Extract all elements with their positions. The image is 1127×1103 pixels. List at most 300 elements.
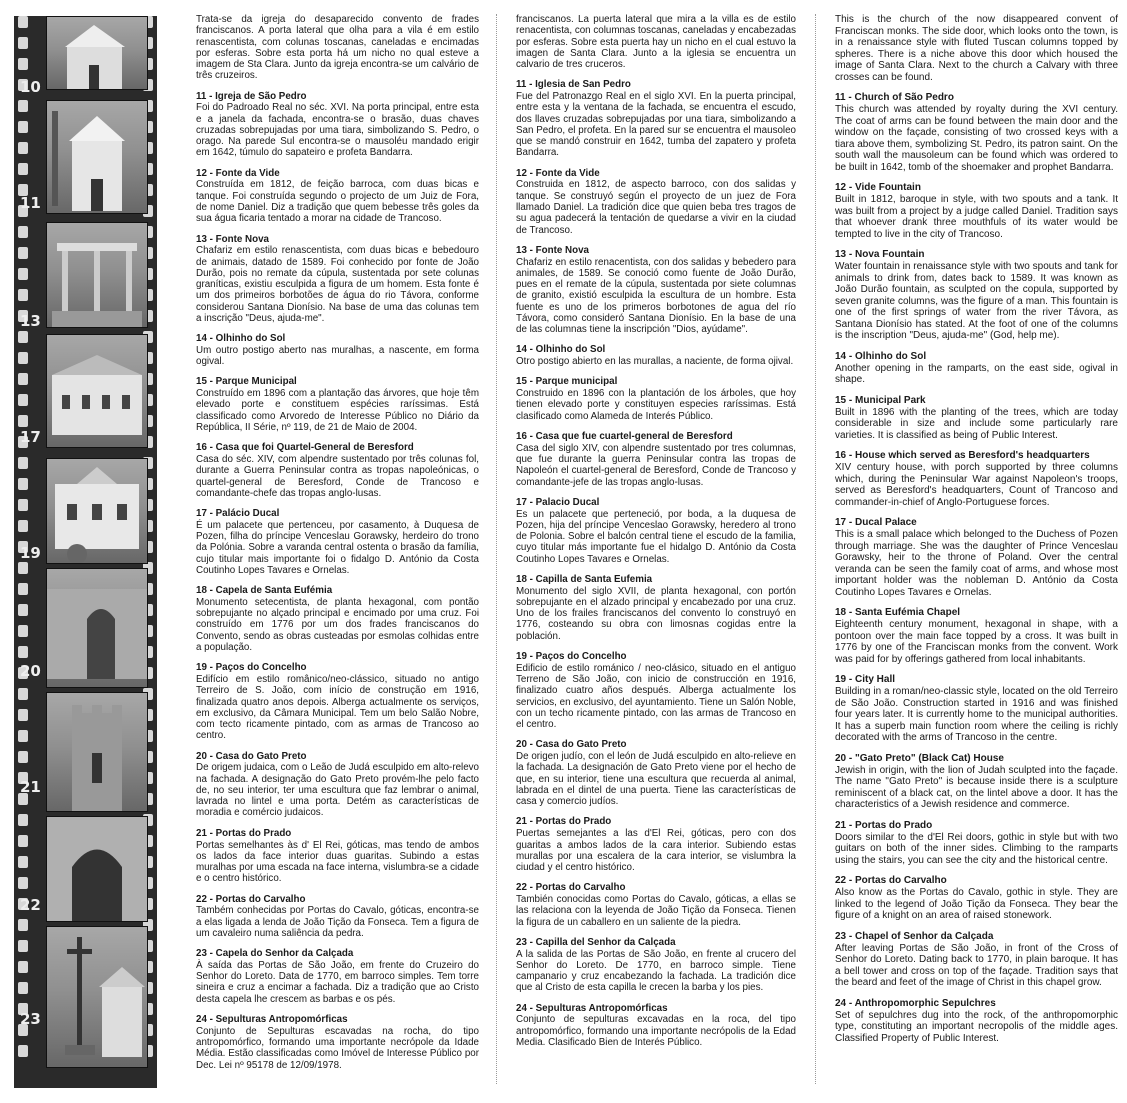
entry-number: 21	[516, 816, 527, 828]
entry-15	[516, 376, 796, 422]
entry-body: Chafariz en estilo renacentista, con dos salidas y bebedero para animales, de 1589. Se conoció como fuente de João Durão, pues en el remate de la cúpula, sustentada por siete columnas de granito, existió esculpida la escultura de un hombre. Esta fuente es uno de los primeros borbotones de agua del río Távora, como consideró Santana Dionísio. En la base de una de las columnas tiene la inscripción "Dios, ayúdame".	[516, 256, 796, 336]
entry-heading	[835, 517, 1118, 529]
entry-separator: -	[526, 936, 536, 948]
film-perforation	[18, 646, 28, 658]
entry-body: Monumento setecentista, de planta hexagonal, com pontão sobrepujante no alçado principal e encimado por uma cruz. Foi construído em 1776 por um dos frades franciscanos do Convento, sendo as obras custeadas por esmolas colhidas entre a população.	[196, 596, 479, 654]
film-strip	[14, 16, 157, 1088]
entry-number: 16	[516, 431, 527, 442]
entry-title: Igreja de São Pedro	[215, 90, 307, 102]
entry-separator: -	[846, 394, 856, 406]
film-perforation	[18, 709, 28, 721]
entry-title: Church of São Pedro	[854, 92, 954, 103]
film-perforation	[18, 919, 28, 931]
film-perforation	[18, 352, 28, 364]
film-perforation	[18, 394, 28, 406]
entry-separator: -	[206, 662, 216, 674]
film-perforation	[18, 268, 28, 280]
entry-17	[516, 497, 796, 565]
entry-22	[835, 875, 1118, 922]
entry-13	[835, 249, 1118, 342]
entry-body: De origen judío, con el león de Judá esculpido en alto-relieve en la fachada. La designación de Gato Preto viene por el hecho de que, en su interior, tiene una escultura que recuerda al animal, labrada en el dintel de una puerta. Tiene las características de casa y comercio judíos.	[516, 751, 796, 808]
entry-title: Nova Fountain	[855, 249, 925, 260]
entry-number: 24	[835, 997, 847, 1009]
entry-body: Construída em 1812, de feição barroca, com duas bicas e tanque. Foi construída segundo o projecto de um Juiz de Fora, de nome Daniel. Diz a tradição que quem bebesse três goles da sua água ficaria tentado a morar na cidade de Trancoso.	[196, 179, 479, 225]
entry-number: 21	[196, 827, 207, 839]
entry-heading	[196, 376, 479, 388]
photo-frame	[46, 692, 148, 812]
entry-title: Paços do Concelho	[535, 651, 627, 663]
entry-18	[835, 607, 1118, 665]
entry-separator: -	[846, 249, 856, 260]
entry-heading	[516, 574, 796, 586]
entry-separator: -	[526, 244, 536, 256]
film-perforation	[18, 751, 28, 763]
entry-21	[835, 820, 1118, 867]
entry-title: Palacio Ducal	[535, 496, 600, 508]
entry-body: Construida en 1812, de aspecto barroco, con dos salidas y tanque. Se construyó según el proyecto de un juez de Fora llamado Daniel. La tradición dice que quien beba tres tragos de su agua padecerá la tentación de quedarse a vivir en la ciudad de Trancoso.	[516, 179, 796, 236]
photo-frame	[46, 458, 148, 564]
entry-number: 19	[516, 651, 527, 663]
entry-number: 22	[516, 882, 527, 894]
entry-heading	[196, 751, 479, 763]
entry-separator: -	[206, 233, 216, 245]
entry-number: 16	[196, 442, 207, 454]
entry-number: 20	[835, 752, 847, 764]
entry-heading	[835, 820, 1118, 832]
entry-16	[516, 431, 796, 488]
entry-number: 17	[196, 508, 207, 520]
frame-number: 13	[20, 312, 41, 330]
entry-body: Monumento del siglo XVII, de planta hexagonal, con portón sobrepujante en el alzado principal y encabezado por una cruz. Uno de los frailes franciscanos del convento lo construyó en 1776, costeando su obra con limosnas cogidas entre la población.	[516, 585, 796, 642]
entry-separator: -	[206, 1013, 216, 1025]
entry-separator: -	[845, 92, 855, 103]
entry-separator: -	[846, 182, 856, 193]
frame-number: 22	[20, 896, 41, 914]
film-perforation	[18, 499, 28, 511]
entry-separator: -	[846, 819, 856, 831]
entry-number: 11	[516, 79, 527, 91]
entry-title: Santa Eufémia Chapel	[855, 607, 961, 618]
frame-number: 11	[20, 194, 41, 212]
entry-separator: -	[206, 508, 216, 520]
entry-body: Jewish in origin, with the lion of Judah sculpted into the façade. The name "Gato Preto" is because inside there is a sculpture reminiscent of a black cat, on the lintel above a door. It has the characteristics of a Jewish residence and commerce.	[835, 764, 1118, 810]
entry-heading	[835, 753, 1118, 765]
entry-title: Fonte da Vide	[215, 167, 280, 179]
entry-separator: -	[846, 752, 856, 764]
photo-frame	[46, 16, 148, 90]
photo-frame	[46, 568, 148, 688]
entry-heading	[196, 442, 479, 454]
entry-heading	[196, 234, 479, 246]
entry-separator: -	[206, 333, 216, 345]
film-perforation	[18, 940, 28, 952]
entry-body: Built in 1896 with the planting of the trees, which are today considerable in size and include some particularly rare varieties. It is classified as being of Public Interest.	[835, 406, 1118, 441]
entry-title: "Gato Preto" (Black Cat) House	[855, 752, 1004, 764]
entry-number: 14	[835, 350, 847, 362]
entry-body: XIV century house, with porch supported by three columns which, during the Peninsular War against Napoleon's troops, served as Beresford's headquarters, Count of Trancoso and commander-in-chief of Anglo-Portuguese forces.	[835, 462, 1118, 508]
entry-heading	[516, 882, 796, 894]
entry-12	[196, 168, 479, 225]
entry-23	[516, 937, 796, 994]
entry-title: Parque municipal	[535, 376, 618, 388]
entry-number: 23	[196, 948, 207, 960]
photo-frame	[46, 334, 148, 448]
entry-number: 24	[196, 1013, 207, 1025]
film-perforation	[18, 583, 28, 595]
entry-22	[196, 894, 479, 940]
entry-17	[835, 517, 1118, 598]
film-perforation	[18, 331, 28, 343]
entry-separator: -	[846, 875, 856, 886]
entry-number: 22	[196, 893, 207, 905]
entry-heading	[835, 182, 1118, 194]
entry-title: Municipal Park	[855, 394, 926, 406]
film-perforation	[18, 58, 28, 70]
entry-title: Capela do Senhor da Calçada	[215, 948, 354, 960]
film-perforation	[18, 688, 28, 700]
entry-heading	[516, 739, 796, 751]
entry-heading	[835, 607, 1118, 619]
entry-number: 20	[196, 750, 207, 762]
entry-heading	[516, 376, 796, 388]
photo-frame	[46, 816, 148, 922]
entry-heading	[196, 948, 479, 960]
frame-number: 10	[20, 78, 41, 96]
entry-21	[516, 816, 796, 873]
film-perforation	[18, 604, 28, 616]
entry-24	[835, 998, 1118, 1045]
entry-number: 21	[835, 819, 847, 831]
entry-14	[516, 344, 796, 367]
entry-17	[196, 508, 479, 576]
entry-heading	[196, 662, 479, 674]
entry-separator: -	[206, 442, 216, 454]
entry-title: Ducal Palace	[855, 517, 917, 528]
photo	[47, 569, 147, 687]
entry-title: Casa do Gato Preto	[215, 750, 307, 762]
entry-number: 18	[196, 585, 207, 597]
entry-body: É um palacete que pertenceu, por casamento, à Duquesa de Pozen, filha do príncipe Venceslau Gorawsky, herdeiro do trono da Polónia. Sobre a varanda central ostenta o brasão da família, cujo titular mais importante foi o fidalgo D. António da Costa Coutinho Lopes Tavares e Ornelas.	[196, 519, 479, 576]
entry-heading	[516, 1003, 796, 1015]
entry-number: 12	[516, 167, 527, 179]
entry-15	[196, 376, 479, 433]
photo	[47, 817, 147, 921]
photo	[47, 459, 147, 563]
entry-title: Portas do Prado	[855, 819, 933, 831]
entry-body: Conjunto de Sepulturas escavadas na rocha, do tipo antropomórfico, formando uma importante necrópole da Idade Média. Estão classificadas como Imóvel de Interesse Público por Dec. Lei nº 95178 de 12/09/1978.	[196, 1025, 479, 1071]
film-perforation	[18, 226, 28, 238]
entry-title: Sepulturas Antropomórficas	[215, 1013, 348, 1025]
entry-24	[516, 1003, 796, 1049]
entry-separator: -	[526, 79, 536, 91]
entry-separator: -	[846, 607, 856, 618]
entry-title: Portas do Carvalho	[855, 875, 947, 886]
entry-heading	[835, 998, 1118, 1010]
entry-title: Olhinho do Sol	[855, 350, 927, 362]
entry-heading	[516, 937, 796, 949]
entry-15	[835, 395, 1118, 442]
entry-heading	[516, 344, 796, 356]
entry-heading	[196, 894, 479, 906]
entry-number: 18	[835, 607, 847, 618]
entry-separator: -	[526, 816, 536, 828]
entry-heading	[196, 585, 479, 597]
film-perforation	[18, 835, 28, 847]
photo	[47, 101, 147, 213]
entry-number: 23	[835, 930, 847, 942]
entry-heading	[516, 651, 796, 663]
entry-title: Portas do Prado	[535, 816, 612, 828]
entry-heading	[196, 828, 479, 840]
entry-separator: -	[526, 376, 536, 388]
entry-separator: -	[526, 739, 536, 751]
entry-16	[196, 442, 479, 499]
entry-separator: -	[846, 997, 855, 1009]
entry-number: 11	[835, 92, 846, 103]
entry-heading	[516, 497, 796, 509]
entry-number: 23	[516, 936, 527, 948]
film-perforation	[18, 16, 28, 28]
photo	[47, 17, 147, 89]
entry-body: Built in 1812, baroque in style, with two spouts and a tank. It was built from a project by a judge called Daniel. Tradition says that whoever drank three mouthfuls of its water would be tempted to live in the city of Trancoso.	[835, 194, 1118, 240]
entry-number: 17	[516, 496, 527, 508]
photo	[47, 335, 147, 447]
entry-11	[516, 79, 796, 158]
entry-title: Capilla del Senhor da Calçada	[535, 936, 676, 948]
entry-number: 22	[835, 875, 847, 886]
entry-body: Foi do Padroado Real no séc. XVI. Na porta principal, entre esta e a janela da fachada, encontra-se o brasão, duas chaves cruzadas sobrepujadas por uma tiara, simbolizando S. Pedro, o orago. Na parede Sul encontra-se o mausoléu mandado erigir em 1642, túmulo do sapateiro e profeta Bandarra.	[196, 102, 479, 159]
entry-title: House which served as Beresford's headquarters	[855, 450, 1090, 461]
entry-body: Building in a roman/neo-classic style, located on the old Terreiro de São João. Construction started in 1916 and was finished four years later. It is currently home to the municipal authorities. It has a superb main function room where the ceiling is richly decorated with the arms of Trancoso in the centre.	[835, 686, 1118, 743]
entry-14	[835, 351, 1118, 386]
entry-body: Também conhecidas por Portas do Cavalo, góticas, encontra-se a elas ligada a lenda de João Tição da Fonseca. Tem a figura de um cavaleiro numa saliência da pedra.	[196, 905, 479, 939]
entry-20	[516, 739, 796, 807]
entry-number: 19	[196, 662, 207, 674]
entry-separator: -	[206, 948, 216, 960]
entry-body: Portas semelhantes às d' El Rei, góticas, mas tendo de ambos os lados da face interior duas guaritas. Subindo a estas muralhas por uma escada na face interna, vislumbra-se a cidade e o centro histórico.	[196, 839, 479, 885]
entry-20	[196, 751, 479, 819]
film-perforation	[18, 814, 28, 826]
entry-separator: -	[526, 651, 536, 663]
entry-13	[196, 234, 479, 325]
film-perforation	[18, 625, 28, 637]
photo-frame	[46, 100, 148, 214]
entry-body: Another opening in the ramparts, on the east side, ogival in shape.	[835, 362, 1118, 385]
photo-frame	[46, 222, 148, 328]
entry-body: Set of sepulchres dug into the rock, of the anthropomorphic type, constituting an important necropolis of the middle ages. Classified Property of Public Interest.	[835, 1009, 1118, 1044]
entry-title: Portas do Carvalho	[535, 882, 626, 894]
entry-18	[196, 585, 479, 653]
entry-19	[835, 674, 1118, 744]
film-perforation	[18, 100, 28, 112]
entry-body: Chafariz em estilo renascentista, com duas bicas e bebedouro de animais, datado de 1589. Foi conhecido por fonte de João Durão, pois no remate da cúpula, sustentada por sete colunas graníticas, existiu esculpida a figura de um homem. Esta fonte é um dos primeiros borbotões de água do rio Távora, conforme considerou Santana Dionísio. Na base de uma das colunas tem a inscrição "Deus, ajuda-me".	[196, 245, 479, 324]
entry-title: Parque Municipal	[215, 376, 297, 388]
film-perforation	[18, 478, 28, 490]
entry-body: Water fountain in renaissance style with two spouts and tank for animals to drink from, dates back to 1589. It was known as João Durão fountain, as sculpted on the copula, supported by seven granite columns, was the figure of a man. This fountain is one of the first springs of water from the river Távora, as Santana Dionísio has stated. At the foot of one of the columns is the inscription "Deus, ajuda-me" (God, help me).	[835, 261, 1118, 341]
entry-title: Fonte Nova	[215, 233, 269, 245]
entry-title: Fonte da Vide	[535, 167, 600, 179]
entry-title: Sepulturas Antropomórficas	[535, 1002, 668, 1014]
film-perforation	[18, 163, 28, 175]
entry-title: Casa que fue cuartel-general de Beresford	[535, 431, 733, 442]
entry-heading	[835, 351, 1118, 363]
entry-body: Edificio de estilo románico / neo-clásico, situado en el antiguo Terreno de São João, con inicio de construcción en 1916, finalizado cuatro años después. Alberga actualmente los servicios, en exclusivo, del ayuntamiento. Tiene un Salón Noble, con un techo ricamente pintado, con las armas de Trancoso en el centro.	[516, 662, 796, 731]
entry-body: Otro postigo abierto en las murallas, a naciente, de forma ojival.	[516, 356, 794, 368]
entry-separator: -	[846, 930, 856, 942]
entry-19	[516, 651, 796, 730]
entry-number: 18	[516, 573, 527, 585]
entry-heading	[516, 245, 796, 257]
entry-12	[516, 168, 796, 236]
entry-body: Conjunto de sepulturas excavadas en la roca, del tipo antropomórfico, formando una importante necrópolis de la Edad Media. Clasificado Bien de Interés Público.	[516, 1014, 796, 1048]
entry-title: Casa do Gato Preto	[535, 739, 627, 751]
entry-separator: -	[526, 344, 536, 356]
entry-number: 14	[516, 344, 527, 356]
entry-number: 19	[835, 674, 847, 685]
entry-body: Also know as the Portas do Cavalo, gothic in style. They are linked to the legend of João Tição da Fonseca. They bear the figure of a knight on an area of raised stonework.	[835, 887, 1118, 921]
entry-number: 12	[835, 182, 847, 193]
entry-title: Iglesia de San Pedro	[535, 79, 631, 91]
frame-number: 19	[20, 544, 41, 562]
entry-number: 20	[516, 739, 527, 751]
entry-body: After leaving Portas de São João, in front of the Cross of Senhor do Loreto. Dating back to 1770, in plain baroque. It has a bell tower and cross on top of the façade. Tradition says that the beard and feet of the image of Christ in this chapel grow.	[835, 942, 1118, 988]
entry-separator: -	[206, 750, 216, 762]
entry-body: Doors similar to the d'El Rei doors, gothic in style but with two guitars on both of the inner sides. Climbing to the ramparts using the stairs, you can see the city and the historical centre.	[835, 831, 1118, 866]
film-perforation	[18, 415, 28, 427]
entry-number: 15	[516, 376, 527, 388]
entry-number: 12	[196, 167, 207, 179]
entry-23	[196, 948, 479, 1005]
entry-body: This church was attended by royalty during the XVI century. The coat of arms can be found between the main door and the window on the façade, consisting of two crossed keys with a tiara above them, symbolizing St. Pedro, its patron saint. On the south wall the mausoleum can be found which was ordered to be built in 1642, tomb of the shoemaker and prophet Bandarra.	[835, 104, 1118, 173]
entry-title: Olhinho do Sol	[215, 333, 286, 345]
intro-text: franciscanos. La puerta lateral que mira a la villa es de estilo renacentista, con columnas toscanas, caneladas y encabezadas por esferas. Sobre esta puerta hay un nicho en el cual estuvo la imagen de Santa Clara. Junto a la iglesia se encuentra un calvario de tres cruceros.	[516, 14, 796, 71]
intro-text: Trata-se da igreja do desaparecido convento de frades franciscanos. A porta lateral que olha para a vila é em estilo renascentista, com colunas toscanas, caneladas e encimadas por esferas. Sobre esta porta há um nicho no qual esteve a imagem de Sta Clara. Junto da igreja encontra-se um calvário de três cruzeiros.	[196, 14, 479, 82]
column-spanish	[516, 14, 796, 1057]
entry-number: 15	[835, 394, 847, 406]
entry-body: Casa del siglo XIV, con alpendre sustentado por tres columnas, que fue durante la guerra Peninsular contra las tropas de Napoleón el cuartel-general de Beresford, Conde de Trancoso y comandante-jefe de las tropas anglo-lusas.	[516, 442, 796, 488]
photo	[47, 927, 147, 1067]
entry-number: 13	[835, 249, 847, 260]
entry-separator: -	[526, 431, 536, 442]
column-portuguese	[196, 14, 479, 1080]
entry-19	[196, 662, 479, 741]
entry-title: Portas do Prado	[215, 827, 292, 839]
entry-22	[516, 882, 796, 928]
entry-heading	[516, 168, 796, 180]
entry-separator: -	[206, 376, 216, 388]
photo	[47, 223, 147, 327]
entry-separator: -	[526, 1002, 536, 1014]
entry-heading	[835, 875, 1118, 887]
entry-title: Chapel of Senhor da Calçada	[855, 930, 994, 942]
film-perforation	[18, 562, 28, 574]
entry-23	[835, 931, 1118, 989]
entry-title: City Hall	[855, 674, 896, 685]
entry-heading	[516, 431, 796, 443]
entry-heading	[196, 1014, 479, 1026]
entry-18	[516, 574, 796, 642]
entry-number: 15	[196, 376, 207, 388]
entry-separator: -	[206, 585, 216, 597]
entry-title: Anthropomorphic Sepulchres	[854, 997, 996, 1009]
frame-number: 20	[20, 662, 41, 680]
entry-title: Capilla de Santa Eufemia	[535, 573, 653, 585]
entry-separator: -	[846, 450, 856, 461]
entry-number: 13	[516, 244, 527, 256]
entry-body: Edifício em estilo românico/neo-clássico, situado no antigo Terreiro de S. João, com início de construção em 1916, finalizada quatro anos depois. Alberga actualmente os serviços, em exclusivo, da Câmara Municipal. Tem um belo Salão Nobre, com tecto ricamente pintado, com as armas de Trancoso ao centro.	[196, 674, 479, 742]
entry-body: Casa do séc. XIV, com alpendre sustentado por três colunas fol, durante a Guerra Peninsular contra as tropas napoleónicas, o quartel-general de Beresford, Conde de Trancoso e comandante-chefe das tropas anglo-lusas.	[196, 454, 479, 499]
entry-body: This is a small palace which belonged to the Duchess of Pozen through marriage. She was the daughter of Prince Venceslau Gorawsky, heir to the throne of Poland. Over the central veranda can be seen the family coat of arms, and whose most important holder was the nobleman D. António da Costa Coutinho Lopes Tavares e Ornelas.	[835, 529, 1118, 598]
entry-11	[835, 92, 1118, 173]
photo-frame	[46, 926, 148, 1068]
entry-24	[196, 1014, 479, 1071]
entry-separator: -	[846, 517, 856, 528]
entry-heading	[196, 508, 479, 520]
entry-heading	[196, 333, 479, 345]
frame-number: 23	[20, 1010, 41, 1028]
entry-separator: -	[526, 573, 536, 585]
film-perforation	[18, 121, 28, 133]
entry-21	[196, 828, 479, 885]
entry-heading	[835, 395, 1118, 407]
entry-12	[835, 182, 1118, 240]
entry-title: Portas do Carvalho	[215, 893, 306, 905]
entry-separator: -	[206, 893, 216, 905]
entry-separator: -	[206, 90, 216, 102]
entry-heading	[516, 816, 796, 828]
film-perforation	[18, 877, 28, 889]
entry-number: 14	[196, 333, 207, 345]
entry-body: También conocidas como Portas do Cavalo, góticas, a ellas se las relaciona con la leyenda de João Tição da Fonseca. Tienen la figura de un caballero en un saliente de la piedra.	[516, 894, 796, 928]
column-divider	[815, 14, 816, 1084]
film-perforation	[18, 142, 28, 154]
entry-title: Casa que foi Quartel-General de Beresford	[215, 442, 414, 454]
entry-title: Vide Fountain	[855, 182, 921, 193]
frame-number: 17	[20, 428, 41, 446]
entry-heading	[835, 674, 1118, 686]
film-perforation	[18, 982, 28, 994]
photo	[47, 693, 147, 811]
intro-text: This is the church of the now disappeared convent of Franciscan monks. The side door, which looks onto the town, is in a renaissance style with fluted Tuscan columns topped by spheres. There is a niche above this door which housed the image of Santa Clara. Next to the church a Calvary with three crosses can be found.	[835, 14, 1118, 83]
entry-heading	[196, 91, 479, 103]
entry-separator: -	[526, 167, 536, 179]
entry-heading	[835, 92, 1118, 104]
film-perforation	[18, 856, 28, 868]
entry-heading	[835, 931, 1118, 943]
entry-body: Eighteenth century monument, hexagonal in shape, with a pontoon over the main face topped by a cross. It was built in 1776 by one of the Franciscan monks from the convent. Work was paid for by offerings gathered from local inhabitants.	[835, 619, 1118, 665]
film-perforation	[18, 730, 28, 742]
film-perforation	[18, 373, 28, 385]
entry-title: Fonte Nova	[535, 244, 589, 256]
film-perforation	[18, 37, 28, 49]
entry-11	[196, 91, 479, 159]
entry-separator: -	[846, 350, 856, 362]
entry-heading	[835, 450, 1118, 462]
entry-body: Fue del Patronazgo Real en el siglo XVI. En la puerta principal, entre esta y la ventana de la fachada, se encuentra el escudo, dos llaves cruzadas sobrepujadas por una tiara, simbolizando a San Pedro, el profeta. En la pared sur se encuentra el mausoleo que se mandó construir en 1642, tumba del zapatero y profeta Bandarra.	[516, 91, 796, 159]
film-perforation	[18, 247, 28, 259]
film-perforation	[18, 1045, 28, 1057]
column-divider	[496, 14, 497, 1084]
entry-14	[196, 333, 479, 367]
column-english	[835, 14, 1118, 1053]
film-perforation	[18, 961, 28, 973]
entry-separator: -	[206, 827, 216, 839]
entry-body: Construido en 1896 con la plantación de los árboles, que hoy tienen elevado porte y constituyen especies raríssimas. Está clasificado como Alameda de Interés Público.	[516, 388, 796, 422]
film-perforation	[18, 289, 28, 301]
entry-title: Capela de Santa Eufémia	[215, 585, 333, 597]
entry-13	[516, 245, 796, 336]
entry-body: Es un palacete que perteneció, por boda, a la duquesa de Pozen, hija del príncipe Venceslao Gorawsky, heredero al trono de Polonia. Sobre el balcón central tiene el escudo de la familia, cuyo titular más importante fue el hidalgo D. António da Costa Coutinho Lopes Tavares e Ornelas.	[516, 508, 796, 565]
